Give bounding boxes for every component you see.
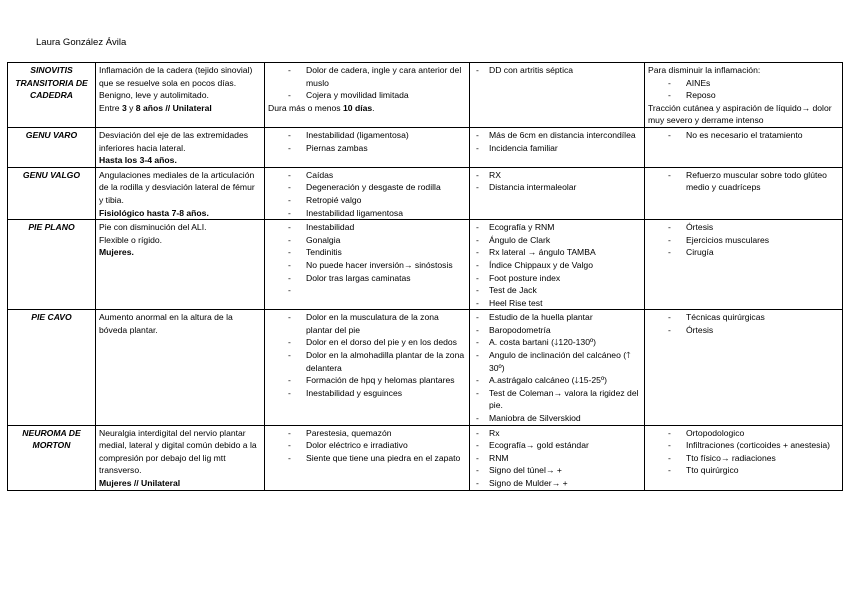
diagnosis-item: - Rx lateral → ángulo TAMBA: [473, 246, 641, 259]
clinical-item: - Siente que tiene una piedra en el zapato: [268, 452, 466, 465]
treatment-item: - AINEs: [648, 77, 839, 90]
treatment-item: - Ejercicios musculares: [648, 234, 839, 247]
table-row: [8, 63, 843, 128]
table-row: [8, 425, 843, 490]
diagnosis-cell: [470, 63, 645, 128]
diagnosis-item: - Distancia intermaleolar: [473, 181, 641, 194]
diagnosis-item: - Más de 6cm en distancia intercondílea: [473, 129, 641, 142]
bold-note: Mujeres.: [99, 247, 134, 258]
condition-name: NEUROMA DE MORTON: [8, 425, 96, 490]
clinical-cell: [265, 167, 470, 219]
description-cell: [96, 310, 265, 425]
treatment-item: - Tto físico→ radiaciones: [648, 452, 839, 465]
treatment-item: - Ortopodologico: [648, 427, 839, 440]
clinical-item: - Piernas zambas: [268, 142, 466, 155]
clinical-item: - Retropié valgo: [268, 194, 466, 207]
diagnosis-item: - DD con artritis séptica: [473, 64, 641, 77]
bold-note: Hasta los 3-4 años.: [99, 155, 177, 166]
treatment-cell: [645, 310, 843, 425]
table-row: [8, 310, 843, 425]
description-cell: [96, 220, 265, 310]
table-row: [8, 220, 843, 310]
diagnosis-item: - Foot posture index: [473, 272, 641, 285]
condition-name: PIE CAVO: [8, 310, 96, 425]
treatment-cell: [645, 63, 843, 128]
diagnosis-list: [473, 64, 641, 77]
diagnosis-item: - Estudio de la huella plantar: [473, 311, 641, 324]
clinical-list: [268, 64, 466, 102]
description-line: Angulaciones mediales de la articulación de la rodilla y desviación lateral de fémur y tibia.: [99, 169, 255, 205]
clinical-cell: [265, 127, 470, 167]
description-line: Entre 3 y 8 años // Unilateral: [99, 102, 212, 113]
condition-name: GENU VALGO: [8, 167, 96, 219]
description-line: Inflamación de la cadera (tejido sinovial) que se resuelve sola en pocos días. Benigno, leve y autolimitado.: [99, 65, 253, 101]
description-line: [99, 154, 261, 167]
clinical-list: [268, 311, 466, 399]
diagnosis-item: - Maniobra de Silverskiod: [473, 412, 641, 425]
description-line: Aumento anormal en la altura de la bóveda plantar.: [99, 312, 233, 335]
treatment-item: - Órtesis: [648, 221, 839, 234]
description-line: Desviación del eje de las extremidades inferiores hacia lateral.: [99, 129, 249, 153]
diagnosis-list: [473, 311, 641, 424]
clinical-item: - Degeneración y desgaste de rodilla: [268, 181, 466, 194]
clinical-list: [268, 221, 466, 284]
description-cell: [96, 167, 265, 219]
diagnosis-list: [473, 129, 641, 154]
description-cell: [96, 127, 265, 167]
treatment-item: - Cirugía: [648, 246, 839, 259]
diagnosis-item: - RX: [473, 169, 641, 182]
diagnosis-item: - Incidencia familiar: [473, 142, 641, 155]
diagnosis-item: - Heel Rise test: [473, 297, 641, 310]
diagnosis-item: - Baropodometría: [473, 324, 641, 337]
description-line: [99, 246, 261, 259]
clinical-item: - Inestabilidad (ligamentosa): [268, 129, 466, 142]
diagnosis-item: - Angulo de inclinación del calcáneo (🡑 30º): [473, 349, 641, 374]
table-row: [8, 127, 843, 167]
diagnosis-list: [473, 221, 641, 309]
clinical-note: Dura más o menos 10 días.: [268, 102, 375, 113]
diagnosis-item: - Test de Jack: [473, 284, 641, 297]
treatment-item: - Reposo: [648, 89, 839, 102]
clinical-item: - No puede hacer inversión→ sinóstosis: [268, 259, 466, 272]
clinical-item: - Inestabilidad ligamentosa: [268, 207, 466, 220]
clinical-item: - Gonalgia: [268, 234, 466, 247]
description-line: Neuralgia interdigital del nervio plantar medial, lateral y digital común debido a la compresión por debajo del lig mtt transverso.: [99, 427, 257, 476]
bold-age: 8 años // Unilateral: [135, 102, 212, 113]
diagnosis-cell: [470, 127, 645, 167]
diagnosis-cell: [470, 310, 645, 425]
clinical-item: - Parestesia, quemazón: [268, 427, 466, 440]
clinical-item: - Dolor en la almohadilla plantar de la zona delantera: [268, 349, 466, 374]
description-cell: [96, 425, 265, 490]
clinical-cell: [265, 220, 470, 310]
condition-name: SINOVITIS TRANSITORIA DE CADEDRA: [8, 63, 96, 128]
description-line: [99, 207, 261, 220]
treatment-item: - Técnicas quirúrgicas: [648, 311, 839, 324]
description-line: Pie con disminución del ALI.: [99, 222, 207, 233]
treatment-item: - No es necesario el tratamiento: [648, 129, 839, 142]
treatment-list: [648, 427, 839, 477]
diagnosis-item: - Signo de Mulder→ +: [473, 477, 641, 490]
clinical-list: [268, 169, 466, 219]
bold-note: Fisiológico hasta 7-8 años.: [99, 207, 209, 218]
diagnosis-list: [473, 427, 641, 490]
treatment-list: [648, 169, 839, 194]
clinical-item: - Tendinitis: [268, 246, 466, 259]
bold-age: 3: [121, 102, 127, 113]
diagnosis-item: - A. costa bartani (🡓120-130º): [473, 336, 641, 349]
table-row: [8, 167, 843, 219]
bold-duration: 10 días: [343, 102, 373, 113]
diagnosis-cell: [470, 425, 645, 490]
clinical-item: - Dolor eléctrico e irradiativo: [268, 439, 466, 452]
treatment-cell: [645, 220, 843, 310]
diagnosis-item: - RNM: [473, 452, 641, 465]
description-cell: [96, 63, 265, 128]
treatment-cell: [645, 167, 843, 219]
diagnosis-list: [473, 169, 641, 194]
diagnosis-item: - Rx: [473, 427, 641, 440]
clinical-item: - Cojera y movilidad limitada: [268, 89, 466, 102]
treatment-cell: [645, 425, 843, 490]
treatment-cell: [645, 127, 843, 167]
treatment-item: - Órtesis: [648, 324, 839, 337]
pathology-table: [7, 62, 843, 491]
diagnosis-item: - Test de Coleman→ valora la rigidez del pie.: [473, 387, 641, 412]
treatment-list: [648, 311, 839, 336]
clinical-item: - Dolor tras largas caminatas: [268, 272, 466, 285]
diagnosis-item: - Ecografía→ gold estándar: [473, 439, 641, 452]
clinical-item: - Caídas: [268, 169, 466, 182]
treatment-item: - Infiltraciones (corticoides + anestesia): [648, 439, 839, 452]
clinical-item: - Formación de hpq y helomas plantares: [268, 374, 466, 387]
clinical-list: [268, 427, 466, 465]
diagnosis-item: - Signo del túnel→ +: [473, 464, 641, 477]
treatment-item: - Refuerzo muscular sobre todo glúteo medio y cuadríceps: [648, 169, 839, 194]
clinical-cell: [265, 310, 470, 425]
description-line: [99, 477, 261, 490]
condition-name: PIE PLANO: [8, 220, 96, 310]
clinical-cell: [265, 425, 470, 490]
diagnosis-cell: [470, 220, 645, 310]
clinical-list: [268, 129, 466, 154]
bold-note: Mujeres // Unilateral: [99, 478, 181, 488]
author-name: Laura González Ávila: [36, 37, 127, 48]
clinical-item: - Inestabilidad y esguinces: [268, 387, 466, 400]
treatment-list: [648, 129, 839, 142]
diagnosis-item: - A.astrágalo calcáneo (🡓15-25º): [473, 374, 641, 387]
condition-name: GENU VARO: [8, 127, 96, 167]
diagnosis-item: - Índice Chippaux y de Valgo: [473, 259, 641, 272]
clinical-cell: [265, 63, 470, 128]
treatment-intro: Para disminuir la inflamación:: [648, 65, 761, 75]
treatment-item: - Tto quirúrgico: [648, 464, 839, 477]
clinical-item: - Dolor de cadera, ingle y cara anterior del muslo: [268, 64, 466, 89]
treatment-list: [648, 77, 839, 102]
clinical-item: - Inestabilidad: [268, 221, 466, 234]
clinical-item: - Dolor en el dorso del pie y en los dedos: [268, 336, 466, 349]
diagnosis-cell: [470, 167, 645, 219]
diagnosis-item: - Ecografía y RNM: [473, 221, 641, 234]
treatment-list: [648, 221, 839, 259]
treatment-note: Tracción cutánea y aspiración de líquido→ dolor muy severo y derrame intenso: [648, 102, 832, 126]
clinical-item: - Dolor en la musculatura de la zona plantar del pie: [268, 311, 466, 336]
diagnosis-item: - Ángulo de Clark: [473, 234, 641, 247]
description-line: Flexible o rígido.: [99, 234, 163, 245]
